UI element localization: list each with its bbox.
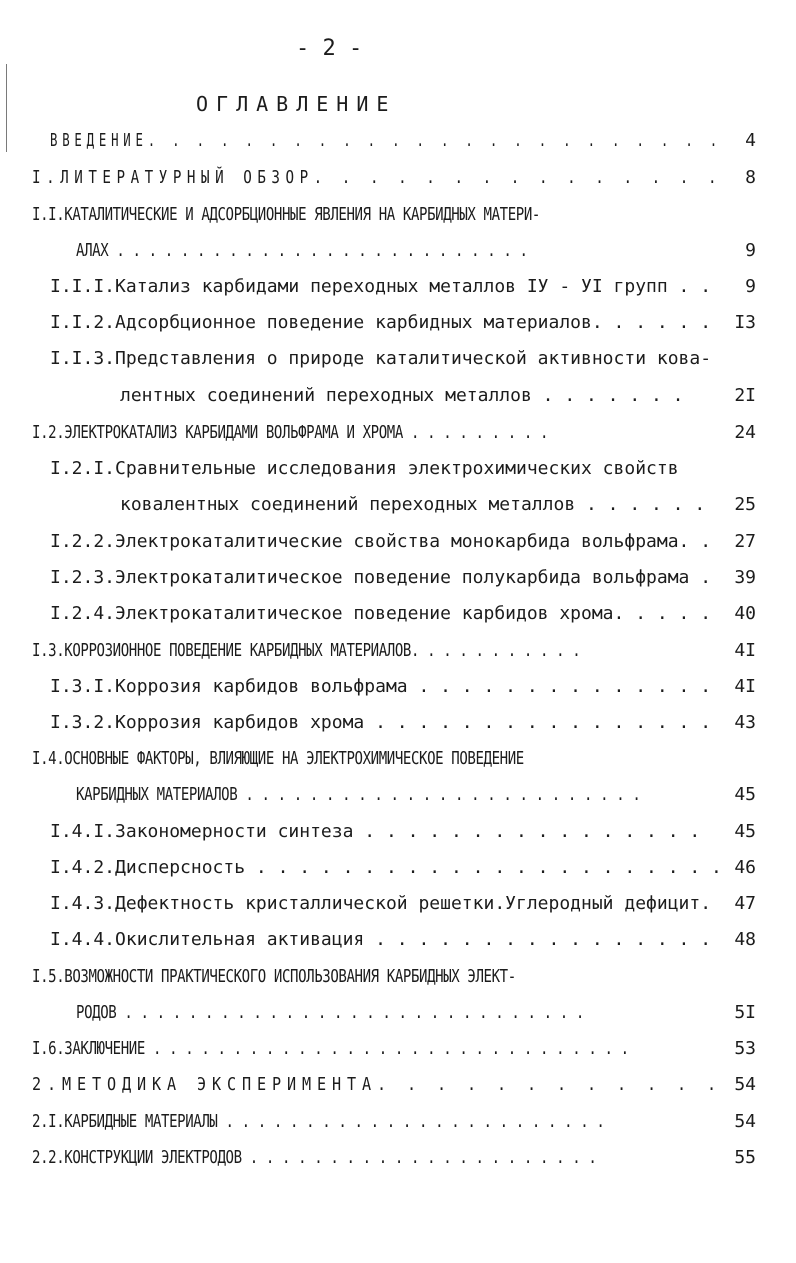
toc-entry-page: 43 bbox=[734, 712, 756, 733]
toc-entry-label: I.5.ВОЗМОЖНОСТИ ПРАКТИЧЕСКОГО ИСПОЛЬЗОВАНИЯ КАРБИДНЫХ ЭЛЕКТ- bbox=[32, 966, 516, 987]
toc-entry-label: лентных соединений переходных металлов . . . . . . . bbox=[120, 385, 684, 406]
toc-entry-page: 2I bbox=[734, 385, 756, 406]
toc-entry-page: 46 bbox=[734, 857, 756, 878]
toc-entry-page: 40 bbox=[734, 603, 756, 624]
toc-entry-label: I.4.4.Окислительная активация . . . . . . . . . . . . . . . . bbox=[50, 929, 712, 950]
toc-entry-page: 9 bbox=[745, 240, 756, 261]
toc-entry-page: 24 bbox=[734, 422, 756, 443]
toc-entry-label: I.2.4.Электрокаталитическое поведение карбидов хрома. . . . . bbox=[50, 603, 712, 624]
toc-entry-label: I.I.I.Катализ карбидами переходных металлов IУ - УI групп . . bbox=[50, 276, 712, 297]
toc-entry-section-1-6 bbox=[0, 1034, 796, 1064]
toc-entry-section-2-1 bbox=[0, 1107, 796, 1137]
toc-entry-label: РОДОВ . . . . . . . . . . . . . . . . . . . . . . . . . . . . . bbox=[76, 1002, 584, 1023]
toc-entry-page: 54 bbox=[734, 1074, 756, 1095]
toc-entry-page: 55 bbox=[734, 1147, 756, 1168]
toc-entry-label: I.3.КОРРОЗИОННОЕ ПОВЕДЕНИЕ КАРБИДНЫХ МАТЕРИАЛОВ. . . . . . . . . . . bbox=[32, 640, 581, 661]
toc-entry-label: I.4.2.Дисперсность . . . . . . . . . . . . . . . . . . . . . . bbox=[50, 857, 722, 878]
toc-entry-label: 2.2.КОНСТРУКЦИИ ЭЛЕКТРОДОВ . . . . . . . . . . . . . . . . . . . . . . bbox=[32, 1147, 597, 1168]
toc-entry-section-1-5-line-2 bbox=[0, 998, 796, 1028]
toc-entry-label: I.I.2.Адсорбционное поведение карбидных материалов. . . . . . bbox=[50, 312, 712, 333]
toc-entry-section-1-4-3 bbox=[0, 889, 796, 919]
toc-entry-section-1-2-1-line-2 bbox=[0, 490, 796, 520]
toc-entry-label: I.3.2.Коррозия карбидов хрома . . . . . . . . . . . . . . . . bbox=[50, 712, 712, 733]
toc-entry-section-1-2-4 bbox=[0, 599, 796, 629]
toc-entry-page: 9 bbox=[745, 276, 756, 297]
toc-entry-section-1-4-4 bbox=[0, 925, 796, 955]
toc-entry-label: АЛАХ . . . . . . . . . . . . . . . . . . . . . . . . . . bbox=[76, 240, 528, 261]
toc-entry-page: 4I bbox=[734, 640, 756, 661]
toc-entry-label: I.4.3.Дефектность кристаллической решетки.Углеродный дефицит. bbox=[50, 893, 712, 914]
toc-entry-section-1-1-2 bbox=[0, 308, 796, 338]
toc-entry-section-1-3-1 bbox=[0, 672, 796, 702]
toc-entry-page: 25 bbox=[734, 494, 756, 515]
toc-entry-section-1-1-3-line-2 bbox=[0, 381, 796, 411]
toc-entry-section-1-5-line-1 bbox=[0, 962, 796, 992]
toc-entry-label: 2.МЕТОДИКА ЭКСПЕРИМЕНТА. . . . . . . . . . . . bbox=[32, 1074, 723, 1095]
toc-entry-label: ВВЕДЕНИЕ. . . . . . . . . . . . . . . . . . . . . . . . bbox=[50, 130, 723, 151]
toc-entry-label: I.6.ЗАКЛЮЧЕНИЕ . . . . . . . . . . . . . . . . . . . . . . . . . . . . . . bbox=[32, 1038, 629, 1059]
toc-entry-page: 53 bbox=[734, 1038, 756, 1059]
toc-entry-page: 45 bbox=[734, 821, 756, 842]
toc-entry-label: I.2.I.Сравнительные исследования электрохимических свойств bbox=[50, 458, 679, 479]
toc-entry-introduction bbox=[0, 126, 796, 156]
toc-entry-label: I.2.3.Электрокаталитическое поведение полукарбида вольфрама . bbox=[50, 567, 712, 588]
toc-entry-label: I.I.КАТАЛИТИЧЕСКИЕ И АДСОРБЦИОННЫЕ ЯВЛЕНИЯ НА КАРБИДНЫХ МАТЕРИ- bbox=[32, 204, 540, 225]
toc-entry-section-1-1-3-line-1 bbox=[0, 344, 796, 374]
toc-entry-section-1-4-line-1 bbox=[0, 744, 796, 774]
toc-entry-section-1-2-1-line-1 bbox=[0, 454, 796, 484]
toc-entry-label: КАРБИДНЫХ МАТЕРИАЛОВ . . . . . . . . . . . . . . . . . . . . . . . . . bbox=[76, 784, 641, 805]
toc-entry-section-1-3 bbox=[0, 636, 796, 666]
toc-entry-label: ковалентных соединений переходных металлов . . . . . . bbox=[120, 494, 706, 515]
toc-entry-label: I.I.3.Представления о природе каталитической активности кова- bbox=[50, 348, 712, 369]
toc-entry-page: 4I bbox=[734, 676, 756, 697]
toc-entry-page: 54 bbox=[734, 1111, 756, 1132]
toc-entry-label: I.2.2.Электрокаталитические свойства монокарбида вольфрама. . bbox=[50, 531, 712, 552]
toc-entry-section-1-2-3 bbox=[0, 563, 796, 593]
toc-entry-section-1-3-2 bbox=[0, 708, 796, 738]
toc-entry-page: 5I bbox=[734, 1002, 756, 1023]
toc-entry-section-1-2 bbox=[0, 418, 796, 448]
toc-entry-page: 27 bbox=[734, 531, 756, 552]
toc-entry-label: I.ЛИТЕРАТУРНЫЙ ОБЗОР. . . . . . . . . . . . . . . bbox=[32, 167, 723, 188]
toc-entry-label: I.4.I.Закономерности синтеза . . . . . . . . . . . . . . . . bbox=[50, 821, 701, 842]
toc-entry-page: 39 bbox=[734, 567, 756, 588]
toc-title: ОГЛАВЛЕНИЕ bbox=[196, 92, 397, 116]
page-number: - 2 - bbox=[296, 36, 363, 61]
toc-entry-chapter-1 bbox=[0, 163, 796, 193]
toc-entry-chapter-2 bbox=[0, 1070, 796, 1100]
toc-entry-section-1-4-2 bbox=[0, 853, 796, 883]
toc-entry-label: 2.I.КАРБИДНЫЕ МАТЕРИАЛЫ . . . . . . . . . . . . . . . . . . . . . . . . bbox=[32, 1111, 605, 1132]
toc-entry-page: I3 bbox=[734, 312, 756, 333]
toc-entry-label: I.3.I.Коррозия карбидов вольфрама . . . . . . . . . . . . . . bbox=[50, 676, 712, 697]
toc-entry-section-1-1-1 bbox=[0, 272, 796, 302]
toc-entry-page: 48 bbox=[734, 929, 756, 950]
toc-entry-section-2-2 bbox=[0, 1143, 796, 1173]
toc-entry-page: 45 bbox=[734, 784, 756, 805]
toc-entry-label: I.4.ОСНОВНЫЕ ФАКТОРЫ, ВЛИЯЮЩИЕ НА ЭЛЕКТРОХИМИЧЕСКОЕ ПОВЕДЕНИЕ bbox=[32, 748, 524, 769]
toc-entry-page: 4 bbox=[745, 130, 756, 151]
toc-entry-page: 8 bbox=[745, 167, 756, 188]
toc-entry-label: I.2.ЭЛЕКТРОКАТАЛИЗ КАРБИДАМИ ВОЛЬФРАМА И ХРОМА . . . . . . . . . bbox=[32, 422, 549, 443]
toc-entry-section-1-4-line-2 bbox=[0, 780, 796, 810]
toc-entry-section-1-2-2 bbox=[0, 527, 796, 557]
toc-entry-section-1-1-line-2 bbox=[0, 236, 796, 266]
toc-entry-section-1-1-line-1 bbox=[0, 200, 796, 230]
toc-entry-section-1-4-1 bbox=[0, 817, 796, 847]
toc-entry-page: 47 bbox=[734, 893, 756, 914]
